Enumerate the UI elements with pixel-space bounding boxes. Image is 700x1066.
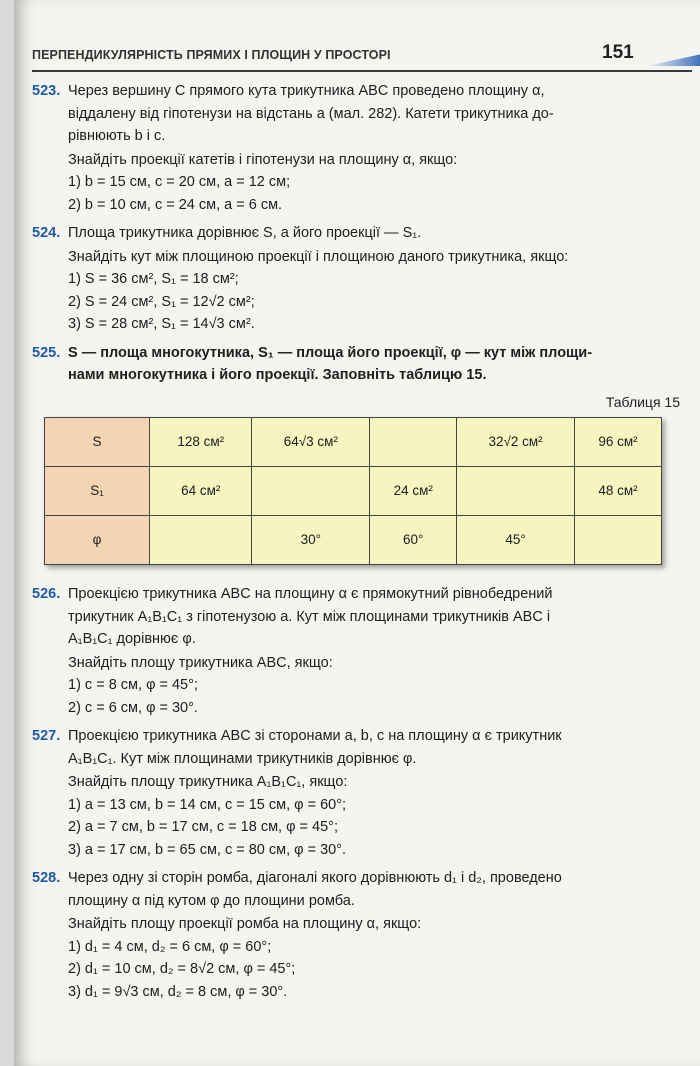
table-caption: Таблиця 15	[605, 393, 680, 410]
task-option: 3) a = 17 см, b = 65 см, c = 80 см, φ = 30°.	[68, 841, 347, 858]
task-text-line: Через вершину C прямого кута трикутника ABC проведено площину α,	[68, 83, 545, 99]
task-524	[32, 222, 682, 336]
running-header	[32, 40, 692, 72]
table-row	[45, 467, 662, 516]
task-text-line: A₁B₁C₁. Кут між площинами трикутників дорівнює φ.	[68, 750, 417, 767]
task-number: 527.	[32, 728, 61, 744]
task-text-line: трикутник A₁B₁C₁ з гіпотенузою a. Кут між площинами трикутників ABC і	[68, 608, 551, 625]
task-question: Знайдіть площу трикутника ABC, якщо:	[68, 654, 333, 671]
task-number: 523.	[32, 83, 61, 99]
task-option: 2) d₁ = 10 см, d₂ = 8√2 см, φ = 45°;	[68, 961, 296, 977]
task-text-line: A₁B₁C₁ дорівнює φ.	[68, 631, 196, 647]
task-523	[32, 80, 682, 216]
task-text-line: рівнюють b і c.	[68, 128, 166, 144]
task-number: 526.	[32, 586, 61, 602]
task-text-line: Проекцією трикутника ABC зі сторонами a, b, c на площину α є трикутник	[68, 728, 562, 744]
task-text-line: S — площа многокутника, S₁ — площа його проекції, φ — кут між площи-	[68, 344, 593, 361]
task-option: 3) d₁ = 9√3 см, d₂ = 8 см, φ = 30°.	[68, 983, 288, 1000]
task-text-line: Проекцією трикутника ABC на площину α є прямокутний рівнобедрений	[68, 586, 553, 602]
header-accent-stripe	[646, 54, 700, 66]
task-option: 1) a = 13 см, b = 14 см, c = 15 см, φ = 60°;	[68, 796, 347, 813]
task-text-line: Площа трикутника дорівнює S, а його проекції — S₁.	[68, 225, 422, 241]
task-text-line: Через одну зі сторін ромба, діагоналі якого дорівнюють d₁ і d₂, проведено	[68, 870, 562, 886]
textbook-page	[14, 0, 700, 1066]
table-cell	[150, 516, 252, 565]
task-question: Знайдіть площу трикутника A₁B₁C₁, якщо:	[68, 774, 348, 790]
table-cell	[370, 418, 457, 467]
task-option: 2) b = 10 см, c = 24 см, a = 6 см.	[68, 196, 283, 213]
table-cell: φ	[45, 516, 150, 565]
task-527	[32, 725, 682, 861]
task-option: 1) S = 36 см², S₁ = 18 см²;	[68, 271, 239, 287]
exercises	[32, 80, 682, 1009]
task-526	[32, 583, 682, 719]
page-number: 151	[602, 42, 634, 63]
task-number: 525.	[32, 344, 61, 361]
table-cell: S₁	[45, 467, 150, 516]
task-text-line: нами многокутника і його проекції. Заповніть таблицю 15.	[68, 367, 487, 383]
table-cell: 24 см²	[370, 467, 457, 516]
table-cell: 96 см²	[574, 418, 661, 467]
task-number: 524.	[32, 225, 61, 241]
task-question: Знайдіть кут між площиною проекції і площиною даного трикутника, якщо:	[68, 248, 569, 265]
task-text-line: віддалену від гіпотенузи на відстань a (мал. 282). Катети трикутника до-	[68, 105, 554, 122]
task-option: 2) c = 6 см, φ = 30°.	[68, 699, 198, 716]
task-text-line: площину α під кутом φ до площини ромба.	[68, 892, 355, 909]
table-cell: 60°	[370, 516, 457, 565]
task-option: 1) b = 15 см, c = 20 см, a = 12 см;	[68, 174, 291, 190]
table-cell: 45°	[457, 516, 575, 565]
table-15	[44, 417, 662, 565]
task-option: 3) S = 28 см², S₁ = 14√3 см².	[68, 316, 255, 332]
table-row	[45, 418, 662, 467]
task-question: Знайдіть площу проекції ромба на площину α, якщо:	[68, 916, 422, 932]
table-cell	[457, 467, 575, 516]
chapter-title: ПЕРПЕНДИКУЛЯРНІСТЬ ПРЯМИХ І ПЛОЩИН У ПРОСТОРІ	[32, 48, 391, 62]
table-cell: S	[45, 418, 150, 467]
table-cell: 64√3 см²	[252, 418, 370, 467]
task-option: 2) a = 7 см, b = 17 см, c = 18 см, φ = 45°;	[68, 819, 338, 835]
task-option: 1) d₁ = 4 см, d₂ = 6 см, φ = 60°;	[68, 938, 272, 955]
table-cell	[574, 516, 661, 565]
task-525	[32, 342, 682, 578]
task-option: 2) S = 24 см², S₁ = 12√2 см²;	[68, 293, 255, 310]
table-cell: 48 см²	[574, 467, 661, 516]
table-cell: 32√2 см²	[457, 418, 575, 467]
table-cell: 64 см²	[150, 467, 252, 516]
table-cell	[252, 467, 370, 516]
task-528	[32, 867, 682, 1003]
task-question: Знайдіть проекції катетів і гіпотенузи на площину α, якщо:	[68, 151, 458, 168]
table-cell: 30°	[252, 516, 370, 565]
table-cell: 128 см²	[150, 418, 252, 467]
task-option: 1) c = 8 см, φ = 45°;	[68, 677, 198, 693]
task-number: 528.	[32, 870, 61, 886]
table-row	[45, 516, 662, 565]
